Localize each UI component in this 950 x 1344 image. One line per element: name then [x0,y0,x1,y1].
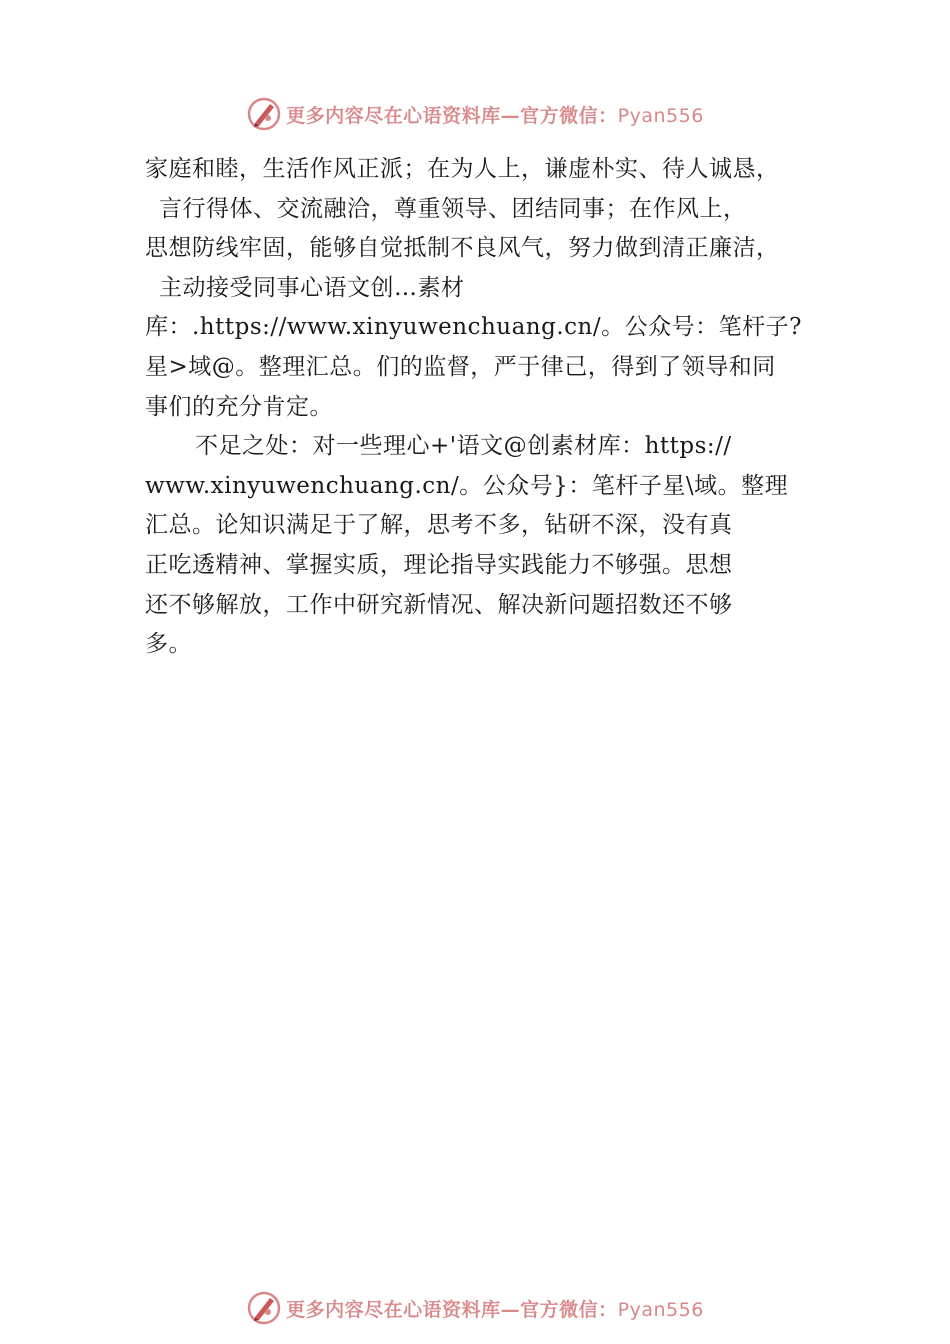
text-line: 库：.https://www.xinyuwenchuang.cn/。公众号：笔杆子? [145,314,802,341]
text-line: 星>域@。整理汇总。们的监督，严于律己，得到了领导和同 [145,353,776,380]
watermark-text: 更多内容尽在心语资料库—官方微信：Pyan556 [286,1298,704,1321]
text-line: 家庭和睦，生活作风正派；在为人上，谦虚朴实、待人诚恳， [145,156,780,182]
text-line: 不足之处：对一些理心+'语文@创素材库：https:// [195,433,732,460]
document-body [145,150,815,665]
text-line: 正吃透精神、掌握实质，理论指导实践能力不够强。思想 [145,551,733,578]
text-line: www.xinyuwenchuang.cn/。公众号}：笔杆子星\域。整理 [145,472,789,499]
watermark-text: 更多内容尽在心语资料库—官方微信：Pyan556 [286,104,704,127]
text-line: 事们的充分肯定。 [145,393,333,420]
text-line: 汇总。论知识满足于了解，思考不多，钻研不深，没有真 [145,512,733,539]
header-watermark [0,94,950,134]
footer-watermark [0,1288,950,1328]
text-line: 言行得体、交流融洽，尊重领导、团结同事；在作风上， [159,195,747,222]
pen-logo-icon [246,96,282,132]
text-line: 还不够解放，工作中研究新情况、解决新问题招数还不够 [145,591,733,618]
text-line: 主动接受同事心语文创…素材 [159,274,465,301]
text-line: 思想防线牢固，能够自觉抵制不良风气，努力做到清正廉洁， [145,235,780,262]
pen-logo-icon [246,1290,282,1326]
text-line: 多。 [145,631,192,658]
